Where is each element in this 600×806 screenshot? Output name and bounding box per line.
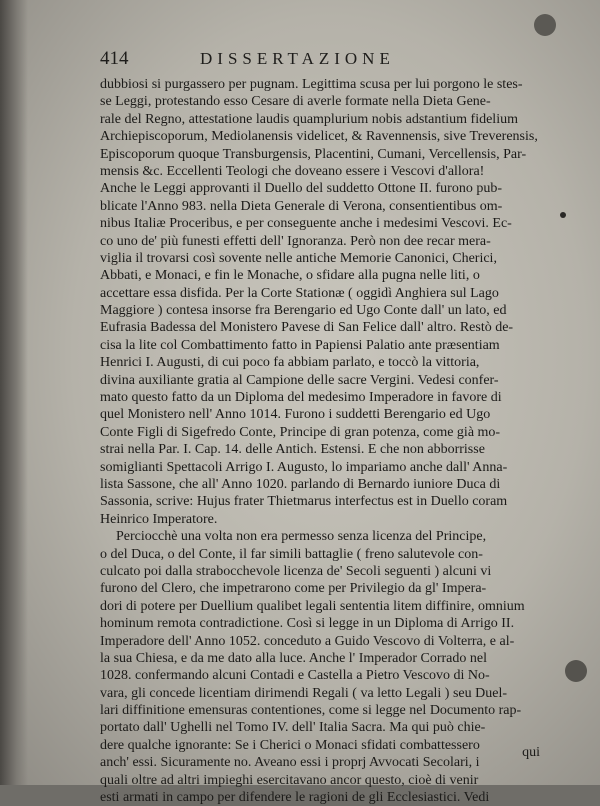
paper-stain [565,660,587,682]
text-line: vara, gli concede licentiam dirimendi Regali ( va letto Legali ) seu Duel- [100,685,508,701]
text-line: quali oltre ad altri impieghi esercitavano ancor questo, cioè di venir [100,772,479,788]
text-line: dubbiosi si purgassero per pugnam. Legittima scusa per lui porgono le stes- [100,77,523,92]
text-line: Perciocchè una volta non era permesso senza licenza del Principe, [116,529,487,545]
paragraph [100,528,540,806]
text-line: cisa la lite col Combattimento fatto in Papiensi Palatio ante præsentiam [100,337,500,353]
text-line: mato questo fatto da un Diploma del medesimo Imperadore in favore di [100,390,502,406]
text-line: dori di potere per Duellium qualibet legali sententia litem diffinire, omnium [100,598,525,614]
text-line: Conte Figli di Sigefredo Conte, Principe di gran potenza, come già mo- [100,424,501,440]
text-line: Heinrico Imperatore. [100,511,218,527]
text-line: rale del Regno, attestatione laudis quamplurium nobis adstantium fidelium [100,111,518,127]
text-line: furono del Clero, che impetrarono come per Privilegio da gl' Impera- [100,581,487,597]
text-line: nibus Italiæ Proceribus, e per conseguente anche i medesimi Vescovi. Ec- [100,216,512,232]
text-line: hominum remota contradictione. Così si legge in un Diploma di Arrigo II. [100,616,515,632]
text-line: Imperadore dell' Anno 1052. conceduto a Guido Vescovo di Volterra, e al- [100,633,515,649]
text-line: 1028. confermando alcuni Contadi e Castella a Pietro Vescovo di No- [100,668,490,684]
text-line: Abbati, e Monaci, e fin le Monache, o sfidare alla pugna nelle liti, o [100,268,480,284]
text-line: Henrici I. Augusti, di cui poco fa abbiam parlato, e toccò la vittoria, [100,355,480,371]
text-line: se Leggi, protestando esso Cesare di averle formate nella Dieta Gene- [100,94,491,110]
body-text [100,76,540,806]
text-line: strai nella Par. I. Cap. 14. delle Antich. Estensi. E che non abborrisse [100,442,485,458]
page-number: 414 [100,48,129,69]
running-title: DISSERTAZIONE [200,49,395,68]
text-line: Anche le Leggi approvanti il Duello del suddetto Ottone II. furono pub- [100,181,503,197]
text-line: divina auxiliante gratia al Campione delle sacre Vergini. Vedesi confer- [100,372,499,388]
page-header [100,48,540,72]
text-line: portato dall' Ughelli nel Tomo IV. dell' Italia Sacra. Ma qui può chie- [100,720,486,736]
book-spine-shadow [0,0,28,785]
text-line: lari diffinitione emensuras contentiones, come si legge nel Documento rap- [100,703,522,719]
text-line: dere qualche ignorante: Se i Cherici o Monaci sfidati combattessero [100,737,480,753]
text-line: accettare essa disfida. Per la Corte Stationæ ( oggidì Anghiera sul Lago [100,285,499,301]
text-line: quel Monistero nell' Anno 1014. Furono i suddetti Berengario ed Ugo [100,407,491,423]
text-line: viglia il trovarsi così sovente nelle antiche Memorie Canonici, Cherici, [100,250,497,266]
paper-spot [560,212,566,218]
text-line: mensis &c. Eccellenti Teologi che doveano essere i Vescovi d'allora! [100,163,485,179]
text-line: Eufrasia Badessa del Monistero Pavese di San Felice dall' altro. Restò de- [100,320,514,336]
text-line: blicate l'Anno 983. nella Dieta Generale di Verona, consentientibus om- [100,198,503,214]
text-line: Archiepiscoporum, Mediolanensis videlicet, & Ravennensis, sive Treverensis, [100,129,538,145]
text-line: Episcoporum quoque Transburgensis, Placentini, Cumani, Vercellensis, Par- [100,146,527,162]
text-line: culcato poi dalla strabocchevole licenza de' Secoli seguenti ) alcuni vi [100,563,492,579]
text-line: o del Duca, o del Conte, il far simili battaglie ( freno salutevole con- [100,546,483,562]
text-line: esti armati in campo per difendere le ragioni de gli Ecclesiastici. Vedi [100,790,490,806]
text-line: anch' essi. Sicuramente no. Aveano essi i proprj Avvocati Secolari, i [100,755,480,771]
catchword: qui [522,745,540,760]
paper-stain [534,14,556,36]
text-line: Maggiore ) contesa insorse fra Berengario ed Ugo Conte dall' un lato, ed [100,303,507,319]
text-line: somiglianti Spettacoli Arrigo I. Augusto, lo impariamo anche dall' Anna- [100,459,508,475]
text-line: lista Sassone, che all' Anno 1020. parlando di Bernardo iuniore Duca di [100,476,501,492]
text-line: co uno de' più funesti effetti dell' Ignoranza. Però non dee recar mera- [100,233,491,249]
text-line: la sua Chiesa, e da me dato alla luce. Anche l' Imperador Corrado nel [100,650,487,666]
text-line: Sassonia, scrive: Hujus frater Thietmarus interfectus est in Duello coram [100,494,508,510]
paragraph [100,76,540,528]
